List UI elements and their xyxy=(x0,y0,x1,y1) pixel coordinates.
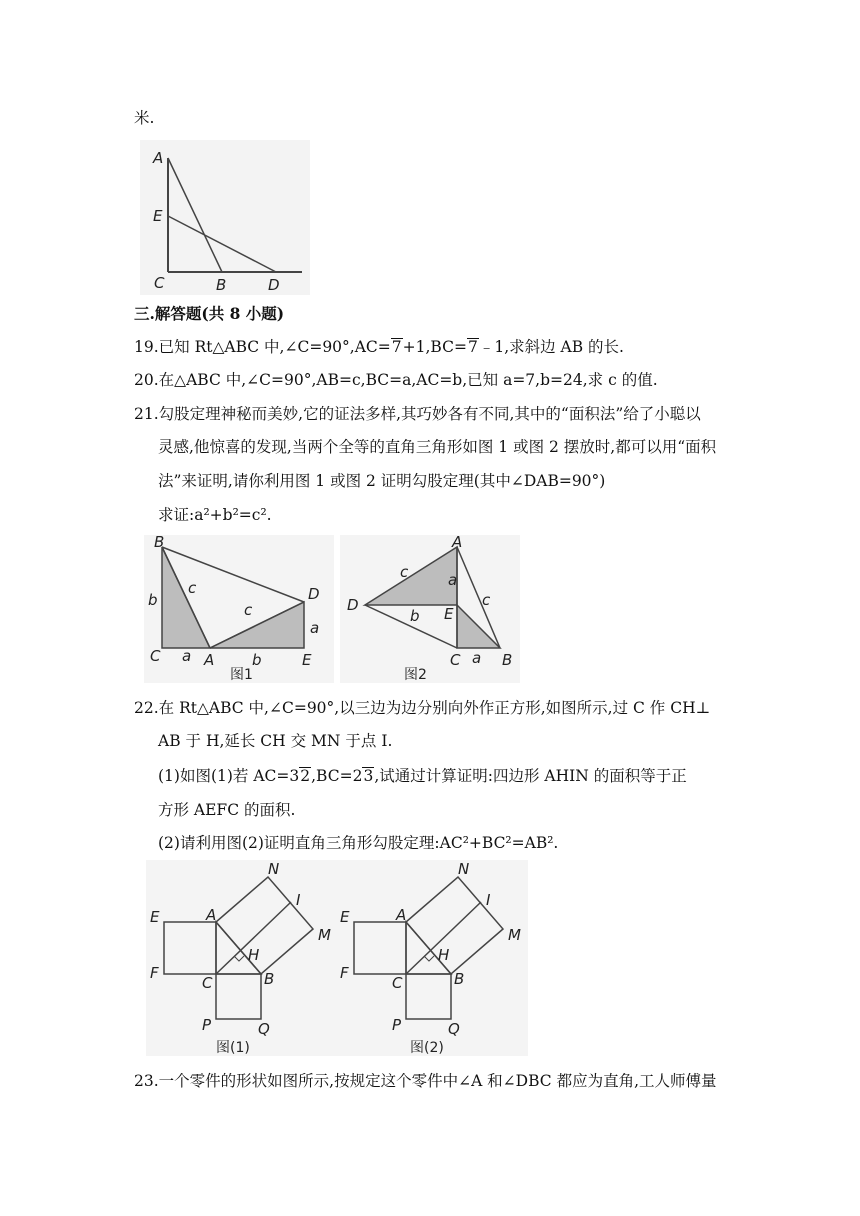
fig22-1-label-q: Q xyxy=(258,1020,270,1038)
q19-part1: 19.已知 Rt△ABC 中,∠C=90°,AC= xyxy=(134,338,391,356)
fig2-label-b-side: b xyxy=(410,607,420,625)
fig22-1-label-n: N xyxy=(268,860,280,878)
figure-2 xyxy=(340,535,520,683)
fig2-label-c-side2: c xyxy=(482,591,491,609)
fig22-2-label-b: B xyxy=(454,970,465,988)
fig22-2-label-c: C xyxy=(392,974,403,992)
fig22-1-label-e: E xyxy=(150,908,160,926)
q22-line5: (2)请利用图(2)证明直角三角形勾股定理:AC²+BC²=AB². xyxy=(158,834,559,852)
q22-line3-part1: (1)如图(1)若 AC=3 xyxy=(158,767,300,785)
fig22-1-label-p: P xyxy=(202,1016,212,1034)
q19-radicand1: 7 xyxy=(391,338,402,356)
fig2-label-c-vertex: C xyxy=(450,651,461,669)
fig22-2-label-p: P xyxy=(392,1016,402,1034)
fig22-2-caption: 图(2) xyxy=(410,1040,444,1056)
question-23: 23.一个零件的形状如图所示,按规定这个零件中∠A 和∠DBC 都应为直角,工人师傅量 xyxy=(134,1072,717,1090)
fig2-label-a-vertex: A xyxy=(452,535,463,551)
q22-radicand1: 2 xyxy=(300,767,311,785)
q21-line1: 21.勾股定理神秘而美妙,它的证法多样,其巧妙各有不同,其中的“面积法”给了小聪以 xyxy=(134,405,701,423)
q19-radicand2: 7 xyxy=(467,338,478,356)
figure-ladder xyxy=(140,140,310,295)
fig1-label-b-side2: b xyxy=(252,651,262,669)
fig2-label-a-side: a xyxy=(448,571,458,589)
q22-line3-part2: ,BC=2 xyxy=(311,767,363,785)
q22-line3 xyxy=(158,766,687,786)
fig22-1-label-m: M xyxy=(318,926,331,944)
fig1-label-a-side2: a xyxy=(310,619,320,637)
fig-top-label-b: B xyxy=(216,276,227,294)
fig-top-label-d: D xyxy=(268,276,280,294)
section-heading: 三.解答题(共 8 小题) xyxy=(134,304,285,323)
fig1-label-c-vertex: C xyxy=(150,647,161,665)
fig1-label-a-side: a xyxy=(182,647,192,665)
fig2-label-c-side1: c xyxy=(400,563,409,581)
fig-top-label-c: C xyxy=(154,274,165,292)
top-text: 米. xyxy=(134,109,155,127)
fig1-caption: 图1 xyxy=(230,667,253,683)
fig22-2-label-i: I xyxy=(486,891,491,909)
question-19 xyxy=(134,337,624,357)
fig1-label-d: D xyxy=(308,585,320,603)
fig22-2-label-a: A xyxy=(396,906,407,924)
fig2-label-a-side2: a xyxy=(472,649,482,667)
figure-22-2 xyxy=(336,860,528,1056)
fig1-label-c-side1: c xyxy=(188,579,197,597)
fig1-label-c-side2: c xyxy=(244,601,253,619)
q22-line4: 方形 AEFC 的面积. xyxy=(158,801,296,819)
q22-line2: AB 于 H,延长 CH 交 MN 于点 I. xyxy=(158,732,393,750)
fig22-1-label-h: H xyxy=(248,946,260,964)
fig22-2-label-h: H xyxy=(438,946,450,964)
q21-line3: 法”来证明,请你利用图 1 或图 2 证明勾股定理(其中∠DAB=90°) xyxy=(158,472,606,490)
fig22-1-label-b: B xyxy=(264,970,275,988)
figure-1 xyxy=(144,535,334,683)
q21-line4: 求证:a²+b²=c². xyxy=(158,506,272,524)
fig22-2-label-q: Q xyxy=(448,1020,460,1038)
fig-top-label-e: E xyxy=(153,207,163,225)
q22-line1: 22.在 Rt△ABC 中,∠C=90°,以三边为边分别向外作正方形,如图所示,过 C 作 CH⊥ xyxy=(134,699,711,717)
q22-radicand2: 3 xyxy=(363,767,374,785)
fig22-1-label-a: A xyxy=(206,906,217,924)
fig1-label-e: E xyxy=(302,651,312,669)
fig2-label-d: D xyxy=(347,596,359,614)
q19-part2: +1,BC= xyxy=(402,338,467,356)
q22-line3-part3: ,试通过计算证明:四边形 AHIN 的面积等于正 xyxy=(374,767,687,785)
fig22-1-label-i: I xyxy=(296,891,301,909)
fig1-label-b-vertex: B xyxy=(154,535,165,551)
fig22-2-label-n: N xyxy=(458,860,470,878)
figure-22-1 xyxy=(146,860,336,1056)
q21-line2: 灵感,他惊喜的发现,当两个全等的直角三角形如图 1 或图 2 摆放时,都可以用“面积 xyxy=(158,438,717,456)
fig2-caption: 图2 xyxy=(404,667,427,683)
q19-part3: ﹣1,求斜边 AB 的长. xyxy=(478,338,624,356)
fig22-1-label-c: C xyxy=(202,974,213,992)
fig22-1-caption: 图(1) xyxy=(216,1040,250,1056)
fig2-label-e: E xyxy=(444,605,454,623)
question-20: 20.在△ABC 中,∠C=90°,AB=c,BC=a,AC=b,已知 a=7,b=24,求 c 的值. xyxy=(134,371,658,389)
fig22-2-label-m: M xyxy=(508,926,521,944)
fig1-label-a-vertex: A xyxy=(204,651,215,669)
fig-top-label-a: A xyxy=(153,149,164,167)
fig1-label-b-side: b xyxy=(148,591,158,609)
fig2-label-b-vertex: B xyxy=(502,651,513,669)
fig22-2-label-f: F xyxy=(340,964,349,982)
fig22-2-label-e: E xyxy=(340,908,350,926)
fig22-1-label-f: F xyxy=(150,964,159,982)
